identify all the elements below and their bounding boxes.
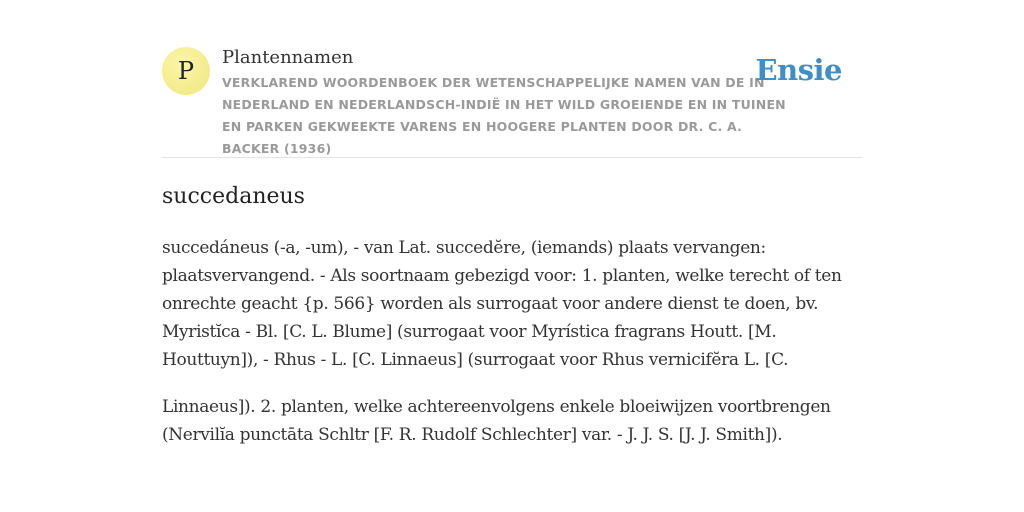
ensie-logo[interactable]: Ensie	[755, 53, 842, 87]
book-title[interactable]: Plantennamen	[222, 47, 354, 68]
entry-paragraph-2: Linnaeus]). 2. planten, welke achtereenvolgens enkele bloeiwijzen voortbrengen (Nervilĭa punctāta Schltr [F. R. Rudolf Schlechter] var. - J. J. S. [J. J. Smith]).	[162, 397, 831, 445]
book-avatar[interactable]: P	[162, 47, 210, 95]
entry-headword: succedaneus	[162, 184, 305, 209]
entry-paragraph-1: succedáneus (-a, -um), - van Lat. succedĕre, (iemands) plaats vervangen: plaatsvervangend. - Als soortnaam gebezigd voor: 1. planten, welke terecht of ten onrechte geacht {p. 566} worden als surrogaat voor andere dienst te doen, bv. Myristĭca - Bl. [C. L. Blume] (surrogaat voor Myrística fragrans Houtt. [M. Houttuyn]), - Rhus - L. [C. Linnaeus] (surrogaat voor Rhus vernicifĕra L. [C.	[162, 238, 842, 370]
book-subtitle: VERKLAREND WOORDENBOEK DER WETENSCHAPPELIJKE NAMEN VAN DE IN NEDERLAND EN NEDERLANDSCH-INDIË IN HET WILD GROEIENDE EN IN TUINEN EN PARKEN GEKWEEKTE VARENS EN HOOGERE PLANTEN DOOR DR. C. A. BACKER (1936)	[222, 75, 786, 156]
header-divider	[162, 157, 862, 158]
book-header	[162, 44, 862, 157]
